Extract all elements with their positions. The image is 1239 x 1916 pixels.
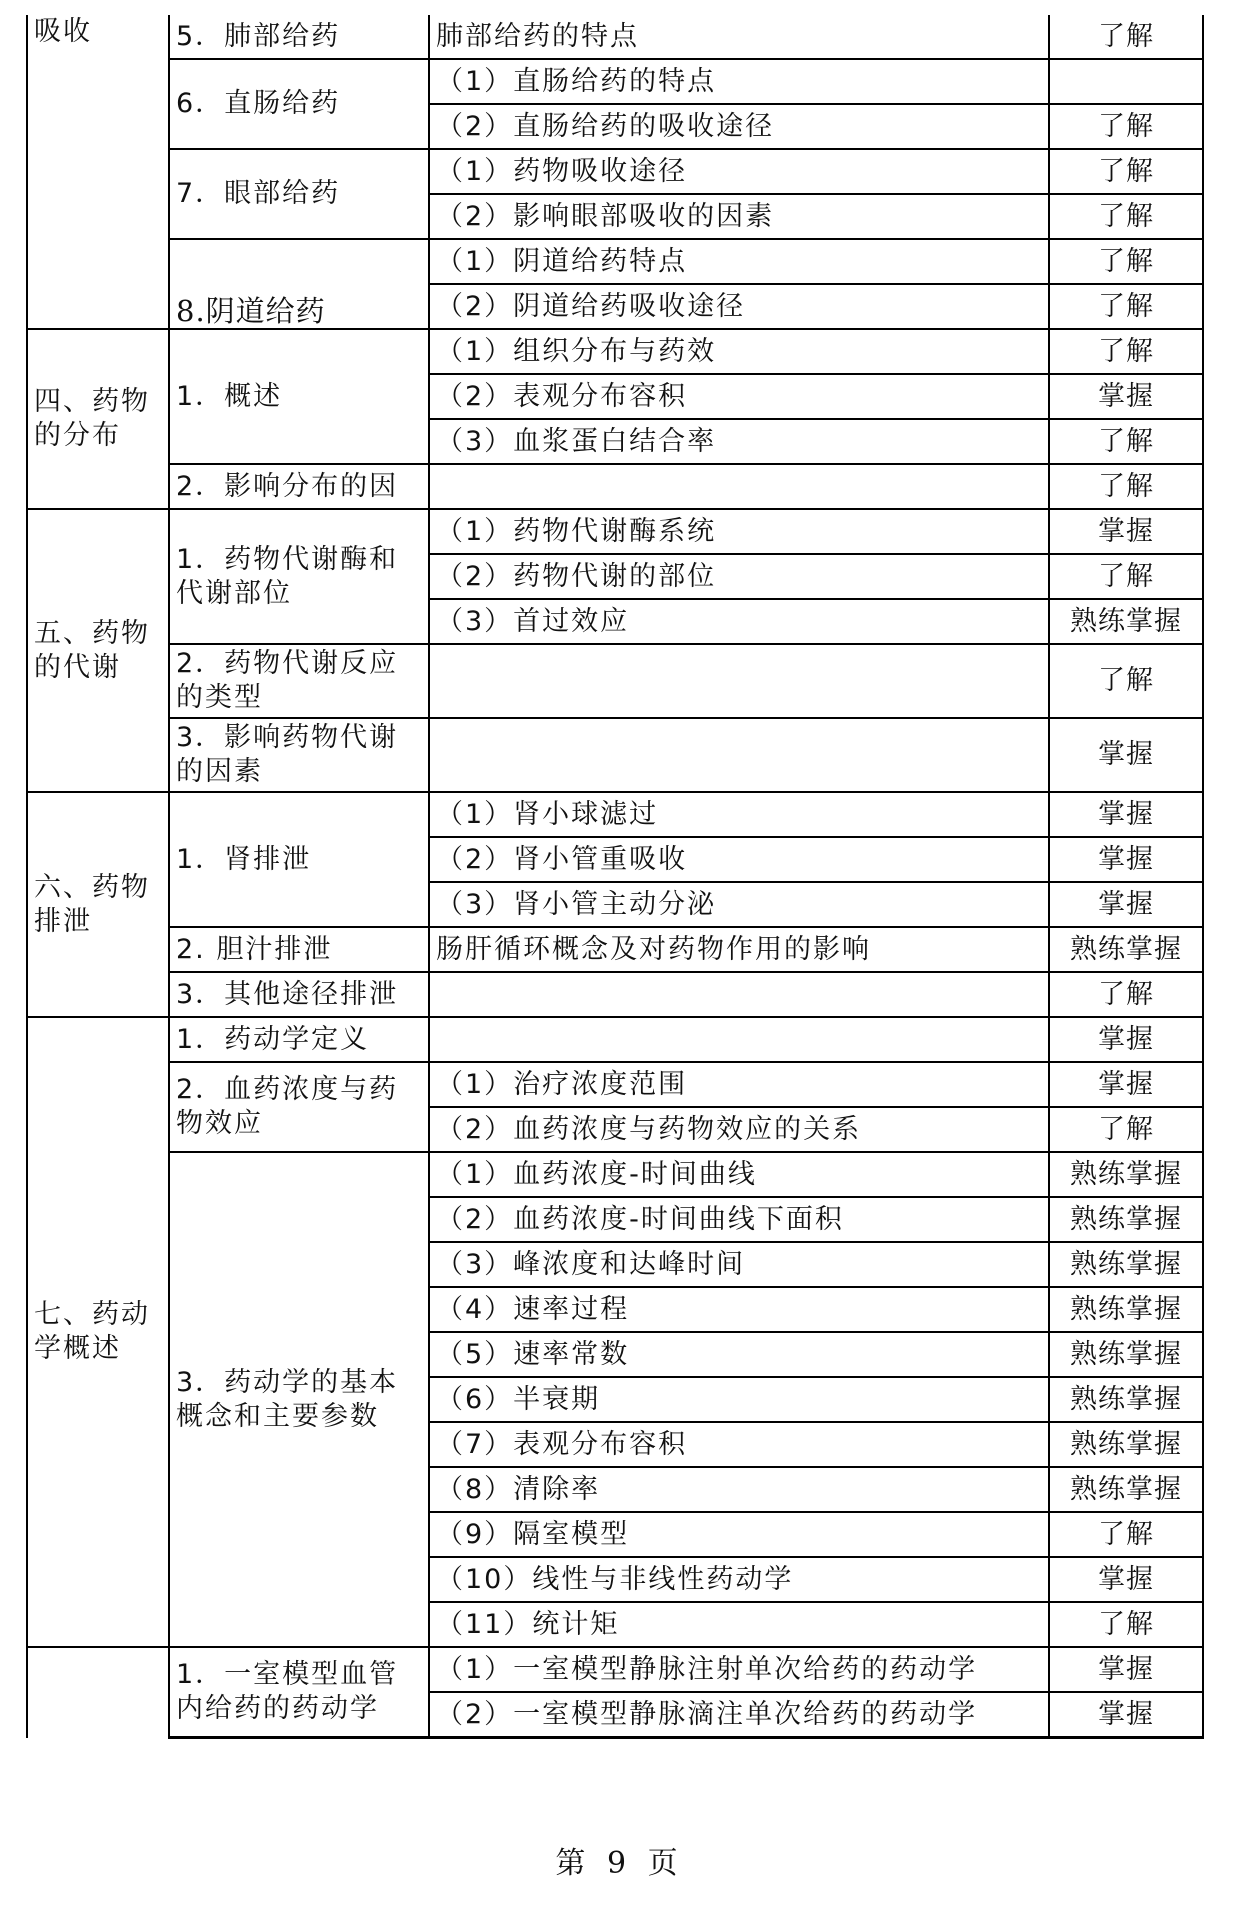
chapter-cell: 七、药动学概述 bbox=[27, 1017, 169, 1647]
level-cell: 了解 bbox=[1049, 554, 1203, 599]
point-cell: （2）肾小管重吸收 bbox=[429, 837, 1049, 882]
point-cell: （3）首过效应 bbox=[429, 599, 1049, 644]
point-cell: 肺部给药的特点 bbox=[429, 15, 1049, 59]
point-cell: （2）直肠给药的吸收途径 bbox=[429, 104, 1049, 149]
section-cell: 3．影响药物代谢的因素 bbox=[169, 718, 429, 792]
level-cell: 熟练掌握 bbox=[1049, 1287, 1203, 1332]
level-cell: 了解 bbox=[1049, 15, 1203, 59]
level-cell: 掌握 bbox=[1049, 1062, 1203, 1107]
section-cell: 3．其他途径排泄 bbox=[169, 972, 429, 1017]
section-cell: 2．血药浓度与药物效应 bbox=[169, 1062, 429, 1152]
point-cell: （1）药物吸收途径 bbox=[429, 149, 1049, 194]
table-row bbox=[27, 329, 1203, 374]
level-cell: 掌握 bbox=[1049, 882, 1203, 927]
section-cell: 8.阴道给药 bbox=[169, 239, 429, 329]
section-cell: 5．肺部给药 bbox=[169, 15, 429, 59]
table-row bbox=[27, 792, 1203, 837]
level-cell: 掌握 bbox=[1049, 792, 1203, 837]
level-cell: 掌握 bbox=[1049, 374, 1203, 419]
syllabus-table bbox=[26, 15, 1204, 1739]
point-cell: 肠肝循环概念及对药物作用的影响 bbox=[429, 927, 1049, 972]
point-cell: （1）肾小球滤过 bbox=[429, 792, 1049, 837]
table-row bbox=[27, 239, 1203, 284]
table-row bbox=[27, 149, 1203, 194]
level-cell: 了解 bbox=[1049, 104, 1203, 149]
section-cell: 1．药物代谢酶和代谢部位 bbox=[169, 509, 429, 644]
point-cell: （3）血浆蛋白结合率 bbox=[429, 419, 1049, 464]
point-cell: （8）清除率 bbox=[429, 1467, 1049, 1512]
table-row bbox=[27, 644, 1203, 718]
level-cell: 了解 bbox=[1049, 1107, 1203, 1152]
table-row bbox=[27, 15, 1203, 59]
level-cell: 掌握 bbox=[1049, 1557, 1203, 1602]
section-cell: 1．一室模型血管内给药的药动学 bbox=[169, 1647, 429, 1738]
table-row bbox=[27, 1647, 1203, 1692]
table-row bbox=[27, 509, 1203, 554]
point-cell: （3）肾小管主动分泌 bbox=[429, 882, 1049, 927]
level-cell: 熟练掌握 bbox=[1049, 1197, 1203, 1242]
section-cell: 2．影响分布的因 bbox=[169, 464, 429, 509]
point-cell bbox=[429, 972, 1049, 1017]
point-cell: （2）表观分布容积 bbox=[429, 374, 1049, 419]
level-cell: 掌握 bbox=[1049, 718, 1203, 792]
level-cell: 了解 bbox=[1049, 1512, 1203, 1557]
point-cell: （1）血药浓度-时间曲线 bbox=[429, 1152, 1049, 1197]
point-cell: （1）药物代谢酶系统 bbox=[429, 509, 1049, 554]
point-cell: （2）血药浓度-时间曲线下面积 bbox=[429, 1197, 1049, 1242]
table-row bbox=[27, 972, 1203, 1017]
section-cell: 6．直肠给药 bbox=[169, 59, 429, 149]
point-cell: （2）影响眼部吸收的因素 bbox=[429, 194, 1049, 239]
level-cell: 熟练掌握 bbox=[1049, 1467, 1203, 1512]
point-cell: （2）血药浓度与药物效应的关系 bbox=[429, 1107, 1049, 1152]
level-cell: 掌握 bbox=[1049, 1017, 1203, 1062]
level-cell: 了解 bbox=[1049, 194, 1203, 239]
level-cell: 了解 bbox=[1049, 464, 1203, 509]
point-cell: （6）半衰期 bbox=[429, 1377, 1049, 1422]
level-cell: 掌握 bbox=[1049, 1647, 1203, 1692]
point-cell: （1）一室模型静脉注射单次给药的药动学 bbox=[429, 1647, 1049, 1692]
point-cell bbox=[429, 718, 1049, 792]
point-cell: （1）治疗浓度范围 bbox=[429, 1062, 1049, 1107]
section-cell: 7．眼部给药 bbox=[169, 149, 429, 239]
table-row bbox=[27, 1152, 1203, 1197]
chapter-cell: 五、药物的代谢 bbox=[27, 509, 169, 792]
point-cell: （9）隔室模型 bbox=[429, 1512, 1049, 1557]
level-cell: 掌握 bbox=[1049, 509, 1203, 554]
section-cell: 2．药物代谢反应的类型 bbox=[169, 644, 429, 718]
level-cell: 熟练掌握 bbox=[1049, 927, 1203, 972]
level-cell: 熟练掌握 bbox=[1049, 1242, 1203, 1287]
chapter-cell: 吸收 bbox=[27, 15, 169, 329]
point-cell: （4）速率过程 bbox=[429, 1287, 1049, 1332]
level-cell: 熟练掌握 bbox=[1049, 1377, 1203, 1422]
point-cell: （7）表观分布容积 bbox=[429, 1422, 1049, 1467]
chapter-cell bbox=[27, 1647, 169, 1738]
point-cell bbox=[429, 464, 1049, 509]
level-cell: 了解 bbox=[1049, 1602, 1203, 1647]
section-cell: 2. 胆汁排泄 bbox=[169, 927, 429, 972]
point-cell: （11）统计矩 bbox=[429, 1602, 1049, 1647]
section-cell: 1．概述 bbox=[169, 329, 429, 464]
level-cell: 掌握 bbox=[1049, 1692, 1203, 1738]
table-row bbox=[27, 1062, 1203, 1107]
table-row bbox=[27, 927, 1203, 972]
table-row bbox=[27, 59, 1203, 104]
point-cell: （2）药物代谢的部位 bbox=[429, 554, 1049, 599]
level-cell: 掌握 bbox=[1049, 837, 1203, 882]
section-cell: 1．药动学定义 bbox=[169, 1017, 429, 1062]
table-row bbox=[27, 718, 1203, 792]
level-cell: 了解 bbox=[1049, 972, 1203, 1017]
point-cell: （10）线性与非线性药动学 bbox=[429, 1557, 1049, 1602]
level-cell: 熟练掌握 bbox=[1049, 1422, 1203, 1467]
table-row bbox=[27, 1017, 1203, 1062]
level-cell: 熟练掌握 bbox=[1049, 1152, 1203, 1197]
point-cell: （1）直肠给药的特点 bbox=[429, 59, 1049, 104]
level-cell: 了解 bbox=[1049, 284, 1203, 329]
level-cell: 了解 bbox=[1049, 419, 1203, 464]
point-cell: （3）峰浓度和达峰时间 bbox=[429, 1242, 1049, 1287]
level-cell: 熟练掌握 bbox=[1049, 599, 1203, 644]
point-cell: （2）一室模型静脉滴注单次给药的药动学 bbox=[429, 1692, 1049, 1738]
section-cell: 3．药动学的基本概念和主要参数 bbox=[169, 1152, 429, 1647]
level-cell: 了解 bbox=[1049, 239, 1203, 284]
point-cell: （2）阴道给药吸收途径 bbox=[429, 284, 1049, 329]
point-cell: （1）阴道给药特点 bbox=[429, 239, 1049, 284]
section-cell: 1．肾排泄 bbox=[169, 792, 429, 927]
chapter-cell: 四、药物的分布 bbox=[27, 329, 169, 509]
level-cell: 了解 bbox=[1049, 329, 1203, 374]
page-number: 第 9 页 bbox=[555, 1846, 684, 1881]
chapter-cell: 六、药物排泄 bbox=[27, 792, 169, 1017]
point-cell: （1）组织分布与药效 bbox=[429, 329, 1049, 374]
level-cell: 了解 bbox=[1049, 644, 1203, 718]
level-cell: 熟练掌握 bbox=[1049, 1332, 1203, 1377]
point-cell: （5）速率常数 bbox=[429, 1332, 1049, 1377]
point-cell bbox=[429, 644, 1049, 718]
table-row bbox=[27, 464, 1203, 509]
level-cell bbox=[1049, 59, 1203, 104]
point-cell bbox=[429, 1017, 1049, 1062]
level-cell: 了解 bbox=[1049, 149, 1203, 194]
